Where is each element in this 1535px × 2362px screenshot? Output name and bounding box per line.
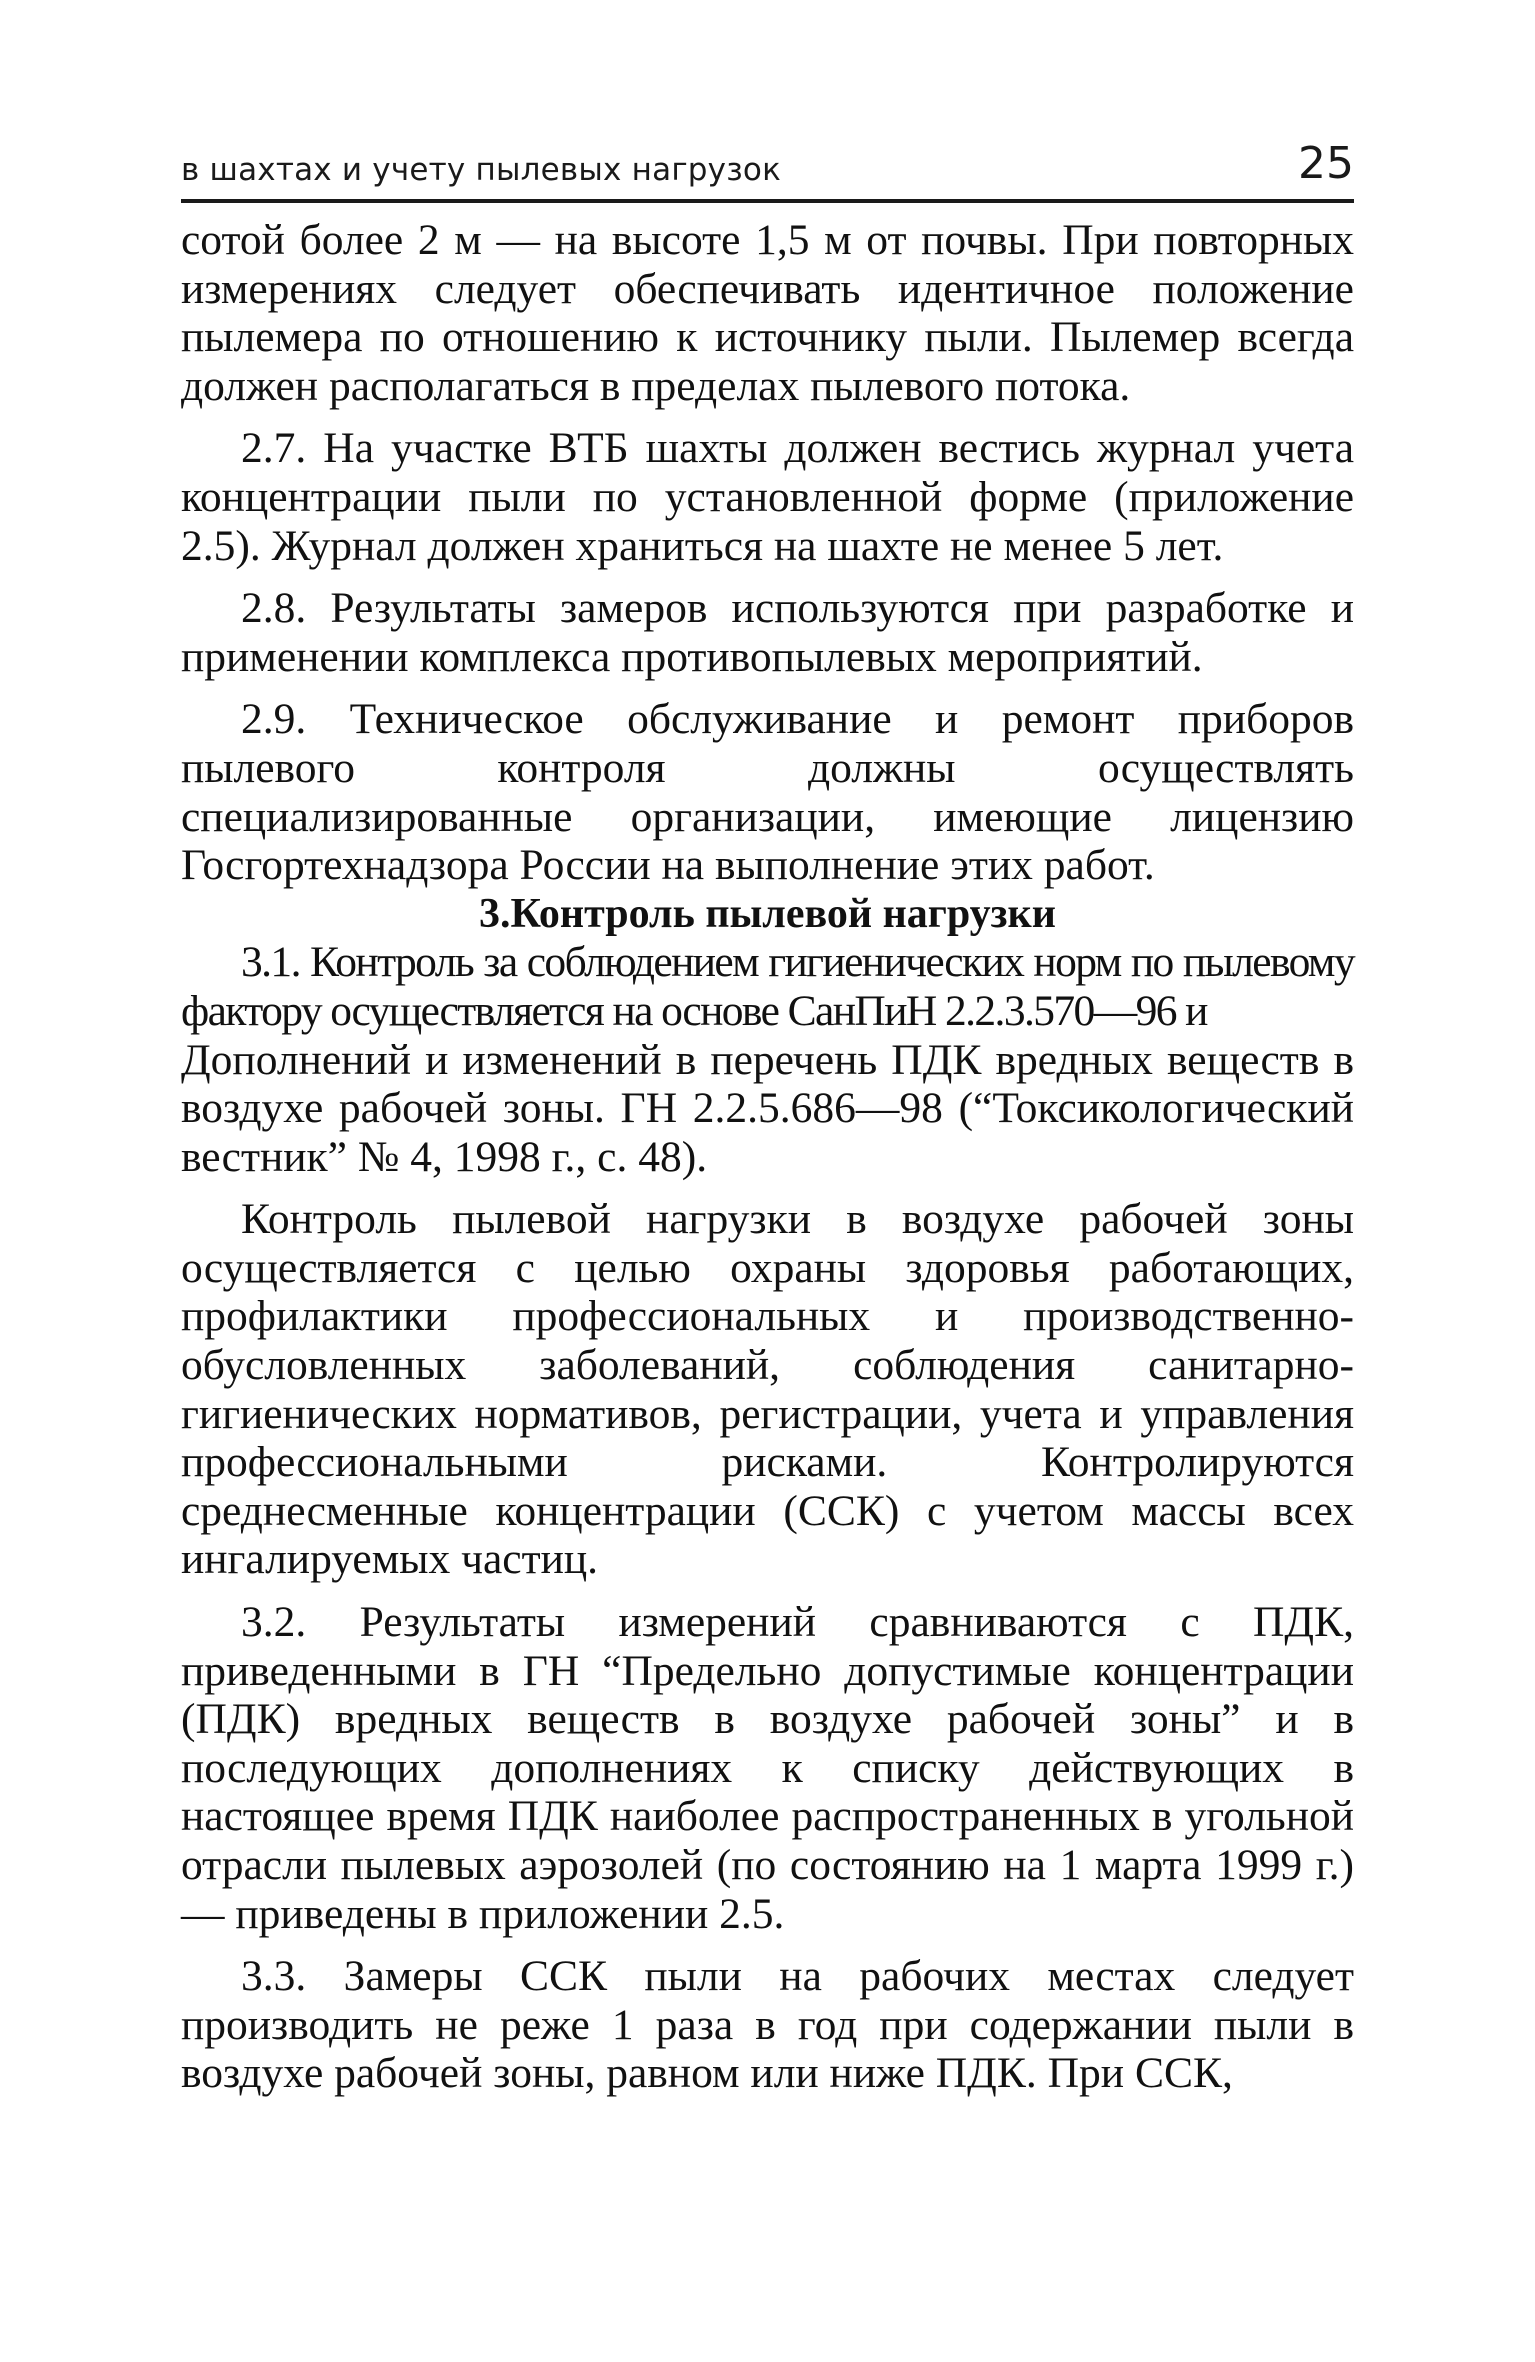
paragraph-continuation: сотой более 2 м — на высоте 1,5 м от почвы. При повторных измерениях следует обеспечивать идентичное положение пылемера по отношению к источнику пыли. Пылемер всегда должен располагаться в пределах пылевого потока. [181, 216, 1354, 410]
paragraph-2-9: 2.9. Техническое обслуживание и ремонт приборов пылевого контроля должны осуществлять специализированные организации, имеющие лицензию Госгортехнадзора России на выполнение этих работ. [181, 695, 1354, 890]
header-rule [181, 199, 1354, 203]
paragraph-3-2: 3.2. Результаты измерений сравниваются с ПДК, приведенными в ГН “Предельно допустимые концентрации (ПДК) вредных веществ в воздухе рабочей зоны” и в последующих дополнениях к списку действующих в настоящее время ПДК наиболее распространенных в угольной отрасли пылевых аэрозолей (по состоянию на 1 марта 1999 г.) — приведены в приложении 2.5. [181, 1598, 1354, 1938]
paragraph-3-1: 3.1. Контроль за соблюдением гигиенических норм по пылевому фактору осуществляется на основе СанПиН 2.2.3.570—96 и [181, 938, 1354, 1035]
page-number: 25 [1298, 138, 1354, 189]
paragraph-3-1-continued: Дополнений и изменений в перечень ПДК вредных веществ в воздухе рабочей зоны. ГН 2.2.5.686—98 (“Токсикологический вестник” № 4, 1998 г., с. 48). [181, 1035, 1354, 1181]
section-heading: 3.Контроль пылевой нагрузки [479, 890, 1056, 937]
body-text [181, 216, 1354, 2098]
paragraph-dust-load-control: Контроль пылевой нагрузки в воздухе рабочей зоны осуществляется с целью охраны здоровья работающих, профилактики профессиональных и производственно-обусловленных заболеваний, соблюдения санитарно- гигиенических нормативов, регистрации, учета и управления профессиональными рисками. Контролируются среднесменные концентрации (ССК) с учетом массы всех ингалируемых частиц. [181, 1195, 1354, 1584]
page-header [181, 132, 1354, 204]
paragraph-2-7: 2.7. На участке ВТБ шахты должен вестись журнал учета концентрации пыли по установленной форме (приложение 2.5). Журнал должен храниться на шахте не менее 5 лет. [181, 424, 1354, 570]
paragraph-3-3: 3.3. Замеры ССК пыли на рабочих местах следует производить не реже 1 раза в год при содержании пыли в воздухе рабочей зоны, равном или ниже ПДК. При ССК, [181, 1952, 1354, 2098]
running-title: в шахтах и учету пылевых нагрузок [181, 152, 782, 188]
paragraph-2-8: 2.8. Результаты замеров используются при разработке и применении комплекса противопылевых мероприятий. [181, 584, 1354, 681]
